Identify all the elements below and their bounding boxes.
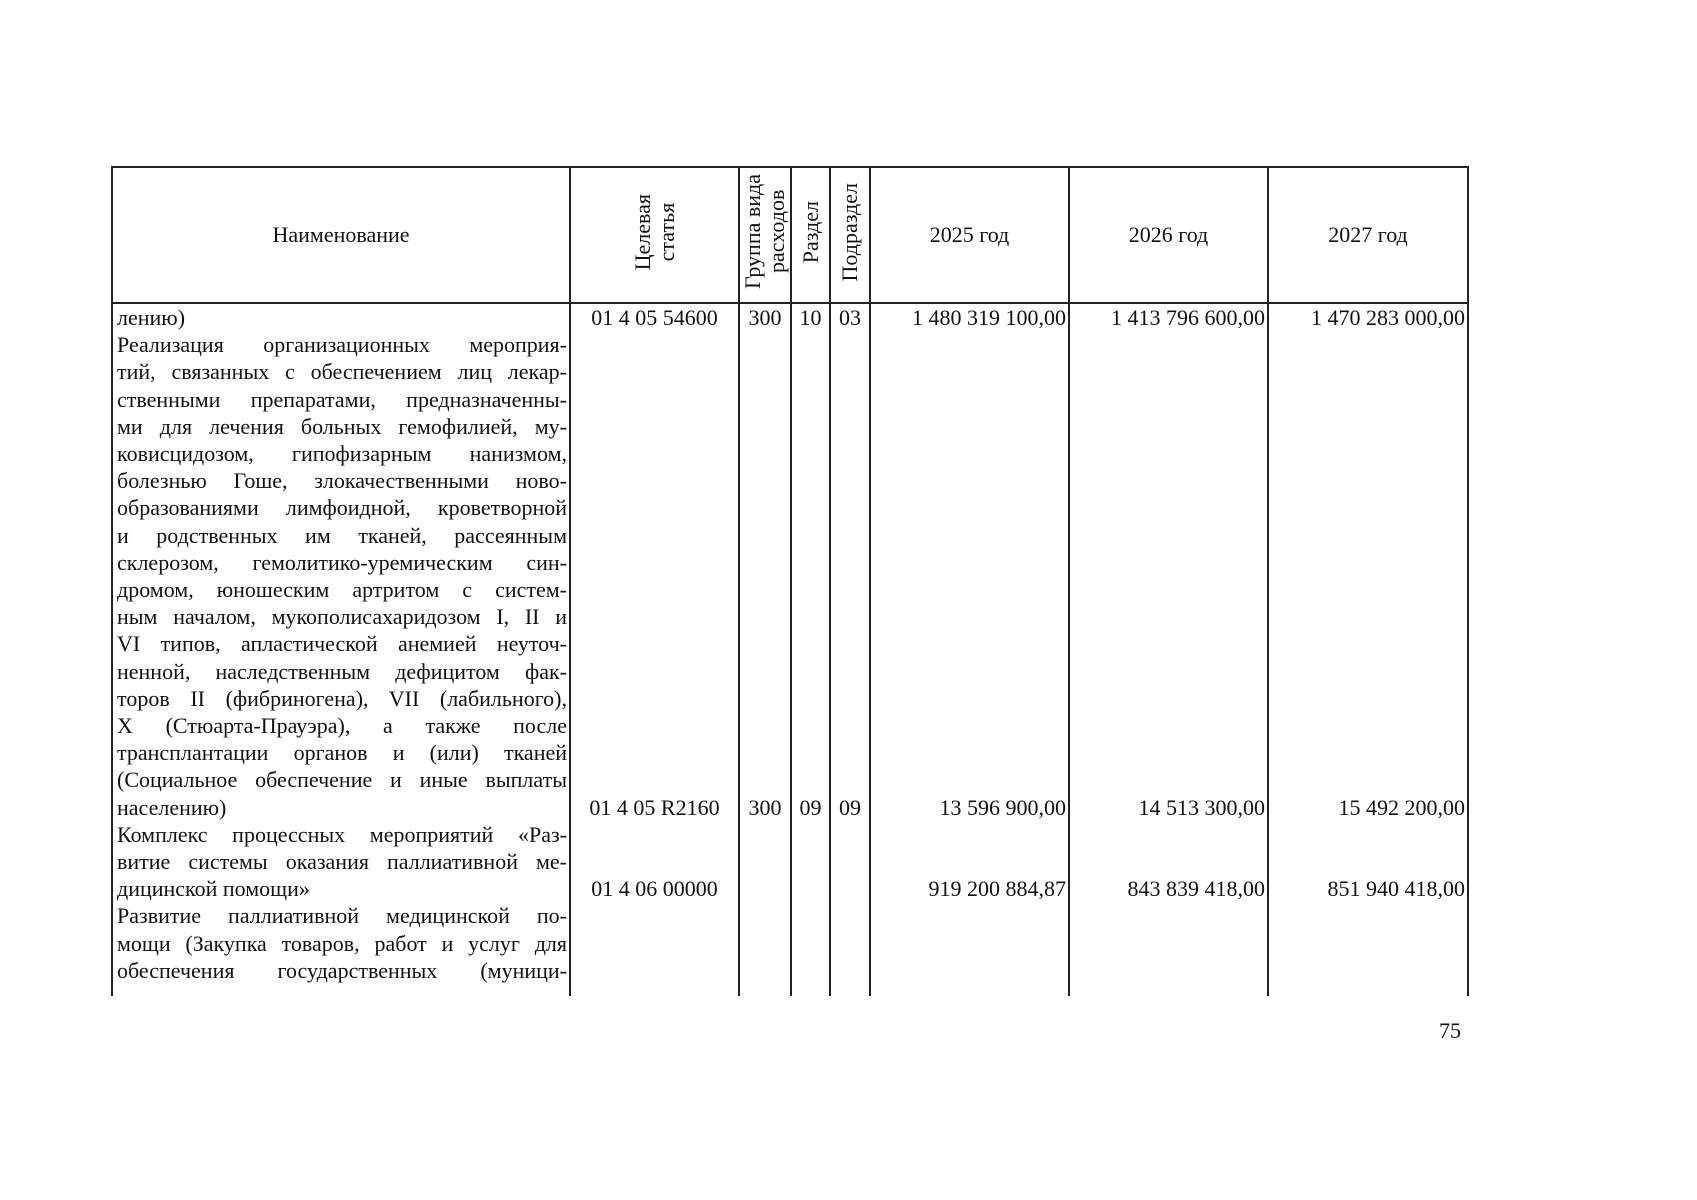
name-line: Реализация организационных мероприя-	[117, 332, 567, 358]
subsection-value: 03	[839, 305, 861, 330]
name-line: дицинской помощи»	[117, 876, 310, 902]
section-cell	[791, 303, 830, 996]
header-subsection: Подраздел	[830, 167, 870, 303]
code-value: 01 4 05 R2160	[589, 794, 720, 820]
amount-2025: 1 480 319 100,00	[912, 305, 1066, 330]
name-line: склерозом, гемолитико-уремическим син-	[117, 549, 567, 575]
name-line: лению)	[117, 305, 186, 330]
header-2026: 2026 год	[1069, 167, 1268, 303]
name-cell	[112, 303, 570, 996]
amount-2027: 851 940 418,00	[1327, 876, 1465, 902]
name-line: (Социальное обеспечение и иные выплаты	[117, 767, 567, 793]
section-value: 09	[799, 794, 822, 820]
header-2027: 2027 год	[1268, 167, 1468, 303]
amount-2025: 919 200 884,87	[928, 876, 1066, 902]
name-line: образованиями лимфоидной, кроветворной	[117, 495, 567, 521]
name-line: ковисцидозом, гипофизарным нанизмом,	[117, 441, 567, 467]
group-value: 300	[748, 305, 782, 330]
name-line: тий, связанных с обеспечением лиц лекар-	[117, 359, 567, 385]
subsection-value: 09	[839, 794, 861, 820]
budget-table	[111, 166, 1469, 996]
amount-2026: 14 513 300,00	[1138, 794, 1265, 820]
name-line: ненной, наследственным дефицитом фак-	[117, 658, 567, 684]
name-line: дромом, юношеским артритом с систем-	[117, 577, 567, 603]
page-number: 75	[1439, 1018, 1461, 1043]
amount-2025-cell	[870, 303, 1069, 996]
table-row	[112, 303, 1468, 996]
amount-2027: 1 470 283 000,00	[1311, 305, 1465, 330]
code-cell	[570, 303, 739, 996]
name-line: ственными препаратами, предназначенны-	[117, 386, 567, 412]
header-row	[112, 167, 1468, 303]
name-line: мощи (Закупка товаров, работ и услуг для	[117, 930, 567, 956]
name-line: Комплекс процессных мероприятий «Раз-	[117, 821, 567, 847]
header-name: Наименование	[112, 167, 570, 303]
header-2025: 2025 год	[870, 167, 1069, 303]
amount-2025: 13 596 900,00	[939, 794, 1066, 820]
header-group: Группа вида расходов	[739, 167, 791, 303]
amount-2026-cell	[1069, 303, 1268, 996]
name-line: витие системы оказания паллиативной ме-	[117, 849, 567, 875]
name-line: обеспечения государственных (муници-	[117, 957, 567, 983]
group-value: 300	[748, 794, 782, 820]
name-line: VI типов, апластической анемией неуточ-	[117, 631, 567, 657]
name-line: болезнью Гоше, злокачественными ново-	[117, 468, 567, 494]
amount-2027: 15 492 200,00	[1338, 794, 1465, 820]
name-line: торов II (фибриногена), VII (лабильного),	[117, 685, 567, 711]
code-value: 01 4 05 54600	[591, 305, 718, 330]
name-line: ным началом, мукополисахаридозом I, II и	[117, 604, 567, 630]
name-line: Развитие паллиативной медицинской по-	[117, 903, 567, 929]
amount-2027-cell	[1268, 303, 1468, 996]
code-value: 01 4 06 00000	[591, 876, 718, 902]
subsection-cell	[830, 303, 870, 996]
name-line: X (Стюарта-Прауэра), а также после	[117, 713, 567, 739]
group-cell	[739, 303, 791, 996]
header-code: Целевая статья	[570, 167, 739, 303]
name-line: трансплантации органов и (или) тканей	[117, 740, 567, 766]
name-line: и родственных им тканей, рассеянным	[117, 522, 567, 548]
header-section: Раздел	[791, 167, 830, 303]
name-line: ми для лечения больных гемофилией, му-	[117, 413, 567, 439]
section-value: 10	[799, 305, 822, 330]
amount-2026: 843 839 418,00	[1127, 876, 1265, 902]
amount-2026: 1 413 796 600,00	[1111, 305, 1265, 330]
name-line: населению)	[117, 794, 227, 820]
